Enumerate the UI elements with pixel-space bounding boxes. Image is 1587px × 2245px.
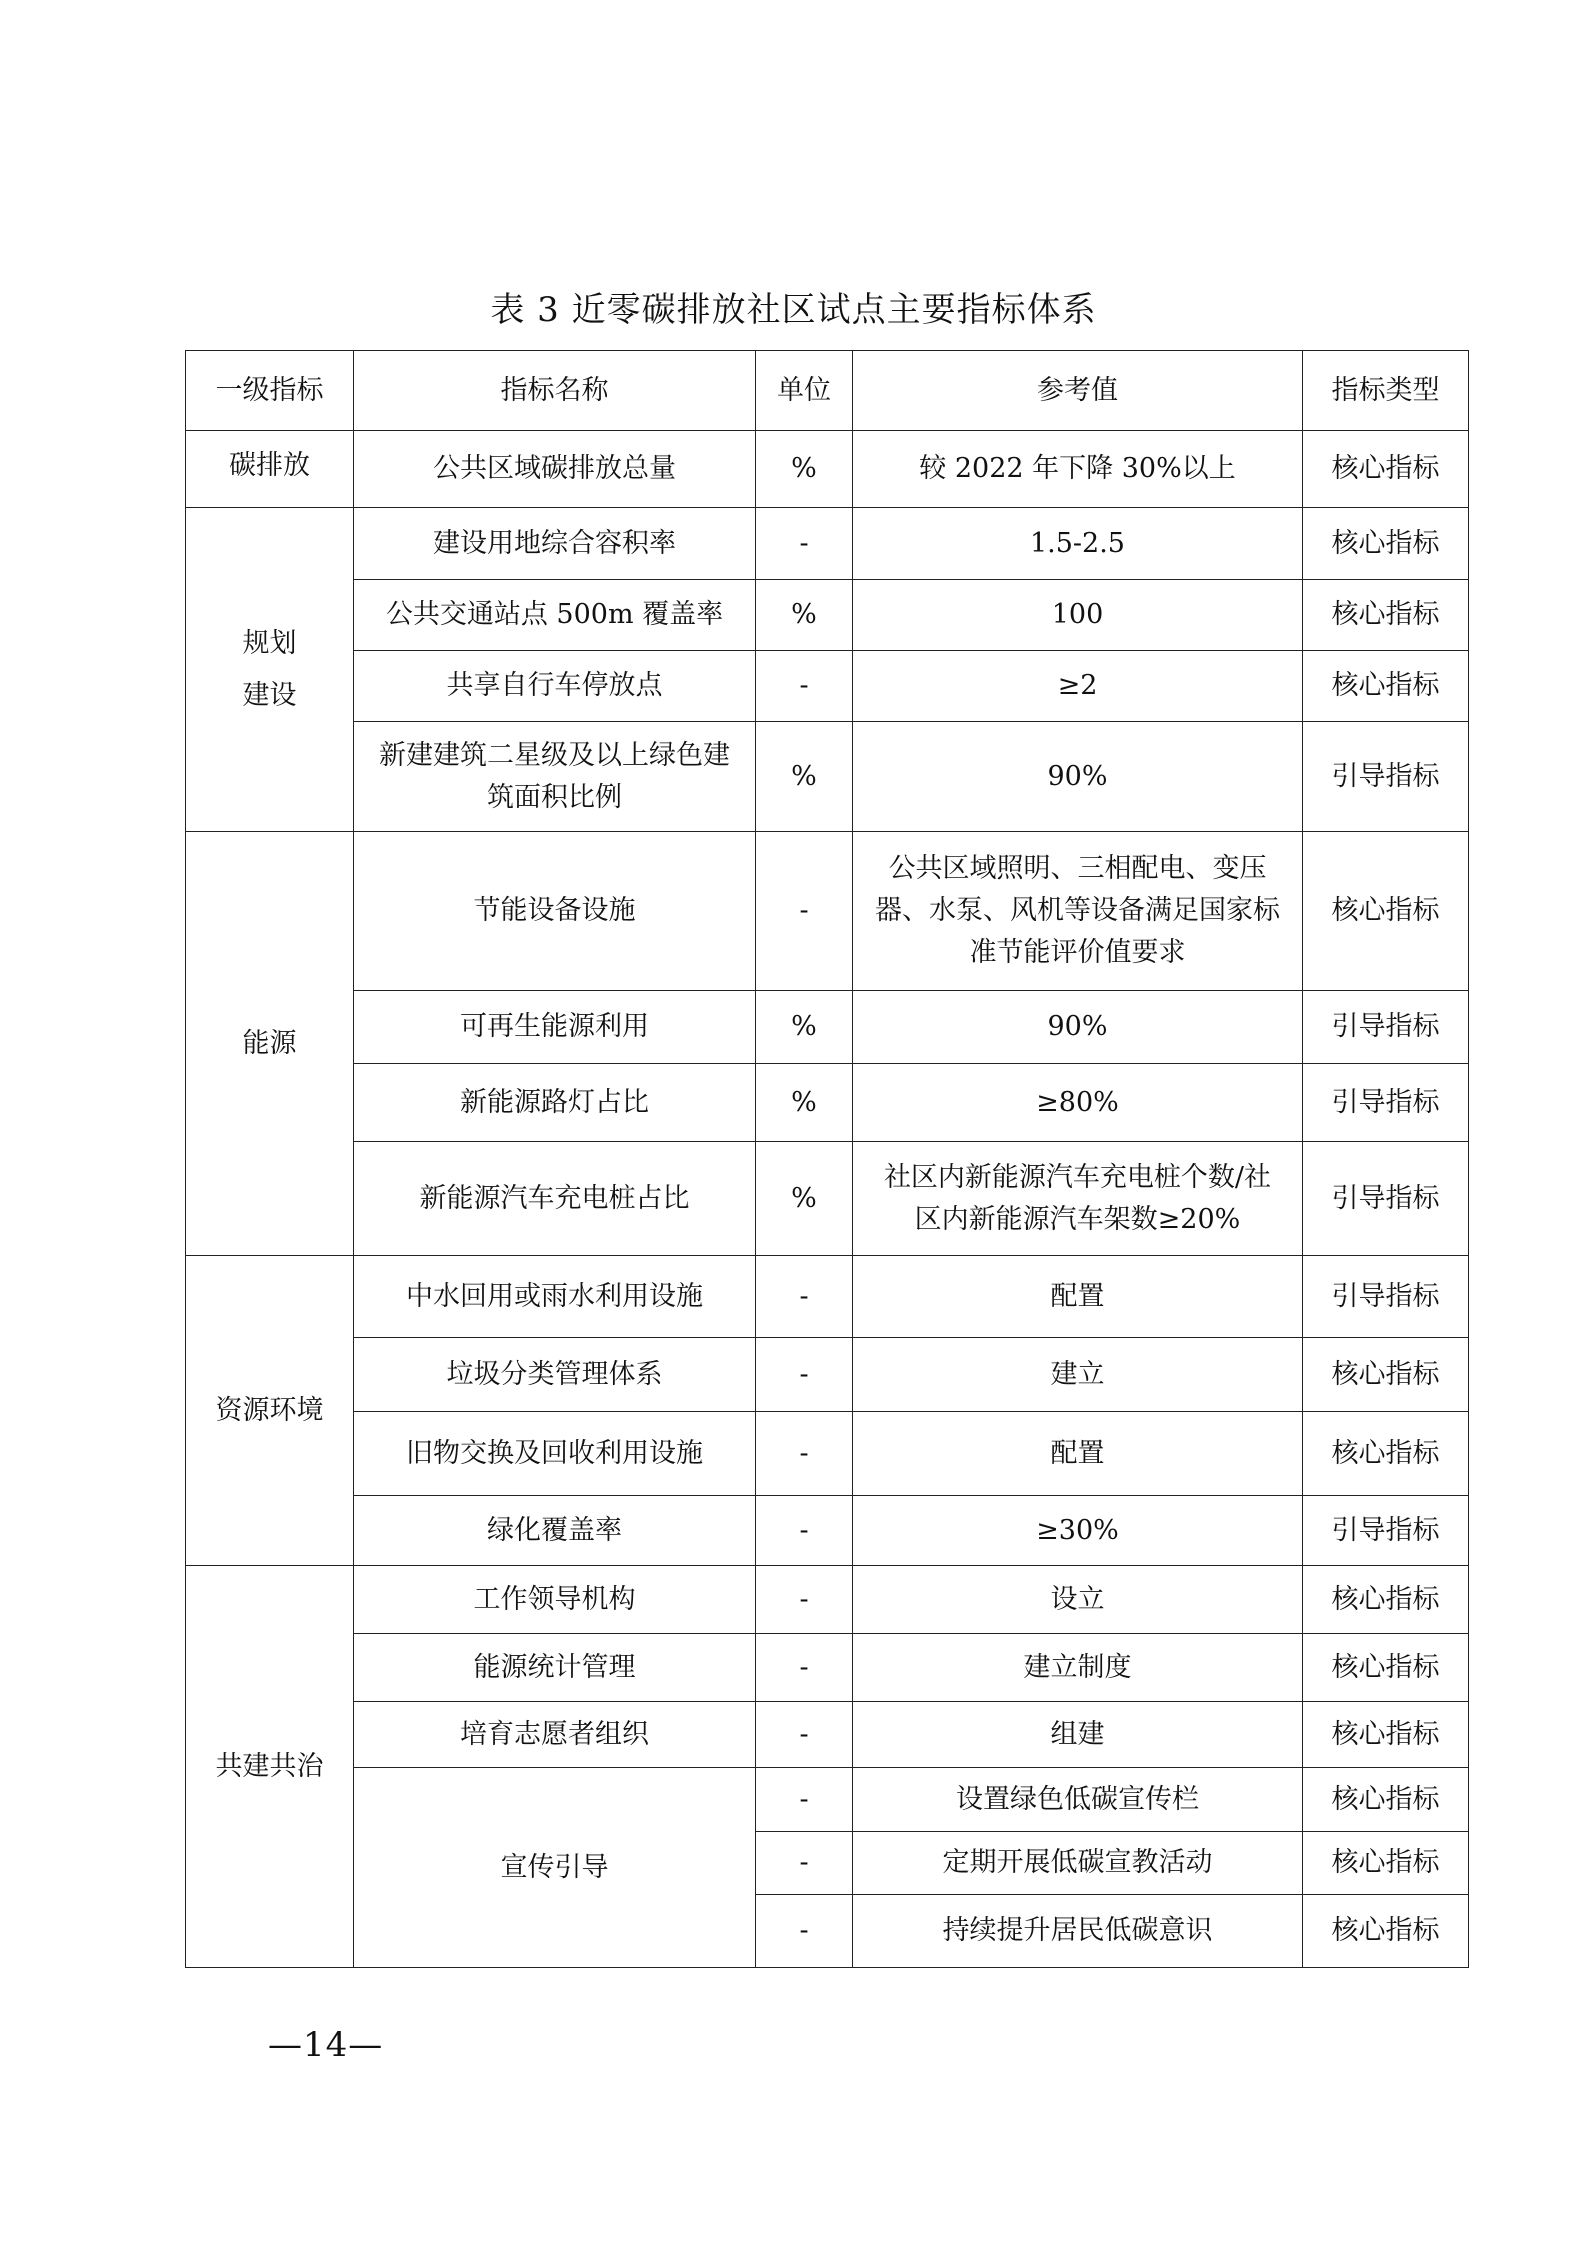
cell-ref: 90% — [853, 991, 1303, 1064]
cell-type: 核心指标 — [1303, 580, 1469, 651]
cell-type: 核心指标 — [1303, 1895, 1469, 1968]
cell-unit: % — [756, 1142, 853, 1256]
cell-name: 绿化覆盖率 — [354, 1496, 756, 1566]
group-planning-line1: 规划 — [242, 627, 297, 659]
cell-name: 共享自行车停放点 — [354, 651, 756, 722]
cell-name: 公共区域碳排放总量 — [354, 431, 756, 508]
cell-type: 核心指标 — [1303, 1634, 1469, 1702]
cell-type: 核心指标 — [1303, 1768, 1469, 1832]
header-level1: 一级指标 — [186, 351, 354, 431]
cell-name: 培育志愿者组织 — [354, 1702, 756, 1768]
cell-type: 核心指标 — [1303, 508, 1469, 580]
cell-unit: % — [756, 991, 853, 1064]
cell-unit: - — [756, 1768, 853, 1832]
cell-type: 核心指标 — [1303, 651, 1469, 722]
cell-ref: 设立 — [853, 1566, 1303, 1634]
table-row — [186, 1338, 1469, 1412]
cell-type: 核心指标 — [1303, 1338, 1469, 1412]
cell-unit: - — [756, 1496, 853, 1566]
group-planning — [186, 508, 354, 832]
header-ref: 参考值 — [853, 351, 1303, 431]
cell-name: 新能源路灯占比 — [354, 1064, 756, 1142]
cell-type: 引导指标 — [1303, 1496, 1469, 1566]
cell-type: 引导指标 — [1303, 1142, 1469, 1256]
cell-type: 核心指标 — [1303, 1566, 1469, 1634]
group-governance: 共建共治 — [186, 1566, 354, 1968]
cell-ref: 定期开展低碳宣教活动 — [853, 1832, 1303, 1895]
cell-type: 核心指标 — [1303, 1832, 1469, 1895]
cell-ref: 公共区域照明、三相配电、变压器、水泵、风机等设备满足国家标准节能评价值要求 — [853, 832, 1303, 991]
table-row — [186, 991, 1469, 1064]
cell-type: 核心指标 — [1303, 431, 1469, 508]
table-header-row — [186, 351, 1469, 431]
cell-name: 可再生能源利用 — [354, 991, 756, 1064]
cell-unit: - — [756, 1895, 853, 1968]
cell-name: 公共交通站点 500m 覆盖率 — [354, 580, 756, 651]
cell-ref: 社区内新能源汽车充电桩个数/社区内新能源汽车架数≥20% — [853, 1142, 1303, 1256]
table-row — [186, 651, 1469, 722]
cell-ref: 90% — [853, 722, 1303, 832]
table-row — [186, 832, 1469, 991]
cell-ref: 1.5-2.5 — [853, 508, 1303, 580]
cell-unit: - — [756, 1832, 853, 1895]
cell-unit: - — [756, 1634, 853, 1702]
table-row — [186, 1412, 1469, 1496]
cell-ref: 配置 — [853, 1412, 1303, 1496]
cell-name: 能源统计管理 — [354, 1634, 756, 1702]
group-resource: 资源环境 — [186, 1256, 354, 1566]
cell-name: 节能设备设施 — [354, 832, 756, 991]
cell-name: 工作领导机构 — [354, 1566, 756, 1634]
cell-ref: 持续提升居民低碳意识 — [853, 1895, 1303, 1968]
cell-unit: % — [756, 580, 853, 651]
table-row — [186, 1634, 1469, 1702]
cell-unit: % — [756, 431, 853, 508]
cell-unit: - — [756, 1338, 853, 1412]
cell-type: 核心指标 — [1303, 832, 1469, 991]
table-row — [186, 722, 1469, 832]
table-row — [186, 1702, 1469, 1768]
group-carbon: 碳排放 — [186, 431, 354, 508]
header-name: 指标名称 — [354, 351, 756, 431]
cell-type: 引导指标 — [1303, 1256, 1469, 1338]
cell-ref: ≥30% — [853, 1496, 1303, 1566]
cell-ref: 设置绿色低碳宣传栏 — [853, 1768, 1303, 1832]
cell-type: 引导指标 — [1303, 722, 1469, 832]
header-unit: 单位 — [756, 351, 853, 431]
table-row — [186, 1768, 1469, 1832]
cell-name: 建设用地综合容积率 — [354, 508, 756, 580]
cell-unit: - — [756, 1566, 853, 1634]
cell-unit: % — [756, 1064, 853, 1142]
cell-ref: 配置 — [853, 1256, 1303, 1338]
cell-name: 垃圾分类管理体系 — [354, 1338, 756, 1412]
cell-name: 宣传引导 — [354, 1768, 756, 1968]
table-title: 表 3 近零碳排放社区试点主要指标体系 — [490, 290, 1097, 330]
cell-type: 核心指标 — [1303, 1412, 1469, 1496]
cell-unit: - — [756, 1702, 853, 1768]
cell-ref: 建立 — [853, 1338, 1303, 1412]
cell-unit: - — [756, 1412, 853, 1496]
header-type: 指标类型 — [1303, 351, 1469, 431]
cell-type: 核心指标 — [1303, 1702, 1469, 1768]
cell-name: 新能源汽车充电桩占比 — [354, 1142, 756, 1256]
table-row — [186, 508, 1469, 580]
table-row — [186, 1256, 1469, 1338]
group-energy: 能源 — [186, 832, 354, 1256]
cell-name: 中水回用或雨水利用设施 — [354, 1256, 756, 1338]
cell-type: 引导指标 — [1303, 991, 1469, 1064]
cell-name: 旧物交换及回收利用设施 — [354, 1412, 756, 1496]
cell-ref: 100 — [853, 580, 1303, 651]
cell-name: 新建建筑二星级及以上绿色建筑面积比例 — [354, 722, 756, 832]
table-row — [186, 1566, 1469, 1634]
group-planning-line2: 建设 — [242, 679, 297, 711]
page-number: —14— — [268, 2025, 384, 2065]
cell-ref: ≥2 — [853, 651, 1303, 722]
cell-ref: 建立制度 — [853, 1634, 1303, 1702]
cell-unit: - — [756, 508, 853, 580]
table-row — [186, 1064, 1469, 1142]
table-row — [186, 1142, 1469, 1256]
table-row — [186, 580, 1469, 651]
cell-unit: - — [756, 651, 853, 722]
cell-ref: 较 2022 年下降 30%以上 — [853, 431, 1303, 508]
indicator-table — [185, 350, 1469, 1968]
cell-unit: - — [756, 1256, 853, 1338]
cell-type: 引导指标 — [1303, 1064, 1469, 1142]
cell-unit: % — [756, 722, 853, 832]
cell-unit: - — [756, 832, 853, 991]
cell-ref: 组建 — [853, 1702, 1303, 1768]
cell-ref: ≥80% — [853, 1064, 1303, 1142]
table-row — [186, 1496, 1469, 1566]
table-row — [186, 431, 1469, 508]
